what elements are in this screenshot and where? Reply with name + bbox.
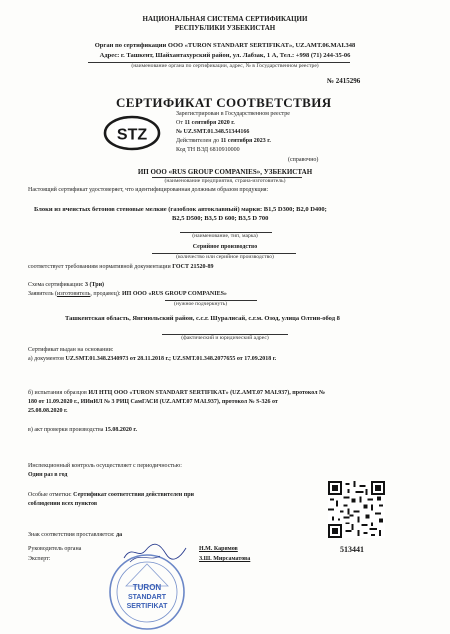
page-title: СЕРТИФИКАТ СООТВЕТСТВИЯ <box>116 95 332 110</box>
product-line2: B2,5 D500; B3,5 D 600; B3,5 D 700 <box>172 215 269 222</box>
scheme-label: Схема сертификации: <box>28 282 84 288</box>
basis-tests-line3: 25.08.08.2020 г. <box>28 408 68 414</box>
scheme-value: 3 (Три) <box>84 282 105 288</box>
applicant-label-underlined: изготовитель <box>57 291 91 297</box>
special-notes-label: Особые отметки: <box>28 492 72 498</box>
tnved-code: Код ТН ВЭД 6810910000 <box>176 147 240 153</box>
organ-address: Адрес: г. Ташкент, Шайхантахурский район, ул. Лабзак, 1 А, Тел.: +998 (71) 244-35-06 <box>99 52 351 59</box>
organ-caption: (наименование органа по сертификации, адрес, № в Государственном реестре) <box>131 63 319 69</box>
registration-date <box>176 120 235 126</box>
certificate-number: № 2415296 <box>327 77 361 85</box>
basis-documents <box>28 356 276 362</box>
applicant-label-b: , продавец): <box>90 291 121 297</box>
stamp-line1: TURON <box>132 583 162 592</box>
basis-tests-line1: ИЛ НТЦ ООО «TURON STANDART SERTIFIKAT» (UZ.AMT.07 MAI.937), протокол № <box>88 390 326 396</box>
basis-tests-prefix: б) испытания образцов <box>28 390 87 396</box>
production-caption: (количество или серийное производство) <box>176 254 274 260</box>
manufacturer-name: ИП ООО «RUS GROUP COMPANIES», УЗБЕКИСТАН <box>137 168 313 176</box>
requirements-doc: ГОСТ 21520-89 <box>172 264 214 270</box>
inspection-act-prefix: в) акт проверки производства <box>28 427 104 433</box>
registration-date-label: От <box>176 120 183 126</box>
head-label: Руководитель органа <box>28 546 82 552</box>
applicant <box>28 291 227 297</box>
product-line1: Блоки из ячеистых бетонов стеновые мелкие (газоблок автоклавный) марки: B1,5 D300; B2,0 D400; <box>34 206 327 213</box>
basis-documents-prefix: а) документов <box>28 356 65 362</box>
head-name: Н.М. Карямов <box>199 546 238 552</box>
stz-logo-icon <box>102 114 162 152</box>
requirements-text: соответствует требованиям нормативной документации <box>28 264 171 270</box>
special-notes-line2: соблюдении всех пунктов <box>28 501 98 507</box>
stamp-line2: STANDART <box>128 594 166 601</box>
applicant-caption: (нужное подчеркнуть) <box>174 301 228 307</box>
header-line1: НАЦИОНАЛЬНАЯ СИСТЕМА СЕРТИФИКАЦИИ <box>142 15 308 23</box>
special-notes-line1: Сертификат соответствия действителен при <box>73 492 194 498</box>
logo-text: STZ <box>116 126 148 144</box>
product-caption: (наименование, тип, марка) <box>192 233 258 239</box>
special-notes <box>28 492 194 498</box>
production-type: Серийное производство <box>192 244 258 250</box>
basis-inspection-act <box>28 427 137 433</box>
manufacturer-caption: (наименование предприятия, страна-изготовитель) <box>164 178 286 184</box>
expert-name: З.Ш. Мирсаматова <box>199 556 251 562</box>
stamp-seal-icon <box>108 553 186 631</box>
head-signature <box>28 546 81 552</box>
basis-label: Сертификат выдан на основании: <box>28 347 114 353</box>
reference-note: (справочно) <box>288 157 319 163</box>
qr-code-icon <box>328 481 385 538</box>
basis-tests-line2: 180 от 11.09.2020 г., ИИиИЛ № 3 РИЦ СамГАСИ (UZ.AMT.07 MAI.937), протокол № S-326 от <box>28 399 278 405</box>
basis-documents-value: UZ.SMT.01.348.2340973 от 28.11.2018 г.; UZ.SMT.01.348.2077655 от 17.09.2018 г. <box>65 356 277 362</box>
certification-organ: Орган по сертификации ООО «TURON STANDART SERTIFIKAT», UZ.AMT.06.MAI.348 <box>94 42 356 49</box>
conformity-mark-label: Знак соответствия проставляется: <box>28 532 115 538</box>
registry-line: Зарегистрирован в Государственном реестре <box>176 111 290 117</box>
address-caption: (фактический и юридический адрес) <box>181 335 269 341</box>
conformity-mark-value: да <box>116 532 123 538</box>
stamp-line3: SERTIFIKAT <box>126 603 168 610</box>
requirements-line <box>28 264 213 270</box>
registration-date-value: 11 сентября 2020 г. <box>184 120 235 126</box>
header-line2: РЕСПУБЛИКИ УЗБЕКИСТАН <box>174 24 276 32</box>
expert-signature: Эксперт: <box>28 556 51 562</box>
serial-number: 513441 <box>340 545 364 554</box>
inspection-act-date: 15.08.2020 г. <box>104 427 137 433</box>
applicant-label-a: Заявитель ( <box>28 291 57 297</box>
inspection-value: Один раз в год <box>28 472 68 478</box>
applicant-address: Ташкентская область, Янгиюльский район, с.с.г. Шуралисай, с.г.м. Озод, улица Олтин-обод 8 <box>65 315 340 322</box>
valid-until <box>176 138 271 144</box>
inspection-label: Инспекционный контроль осуществляет с периодичностью: <box>28 463 182 469</box>
valid-until-value: 11 сентября 2023 г. <box>220 138 271 144</box>
handwritten-signature-icon <box>120 540 190 564</box>
statement-text: Настоящий сертификат удостоверяет, что идентифицированная должным образом продукция: <box>28 187 269 193</box>
conformity-mark <box>28 532 122 538</box>
applicant-name: ИП ООО «RUS GROUP COMPANIES» <box>122 291 227 297</box>
basis-tests <box>28 390 325 396</box>
registration-number: № UZ.SMT.01.348.51344166 <box>176 129 250 135</box>
certification-scheme <box>28 282 104 288</box>
valid-until-label: Действителен до <box>176 138 220 144</box>
